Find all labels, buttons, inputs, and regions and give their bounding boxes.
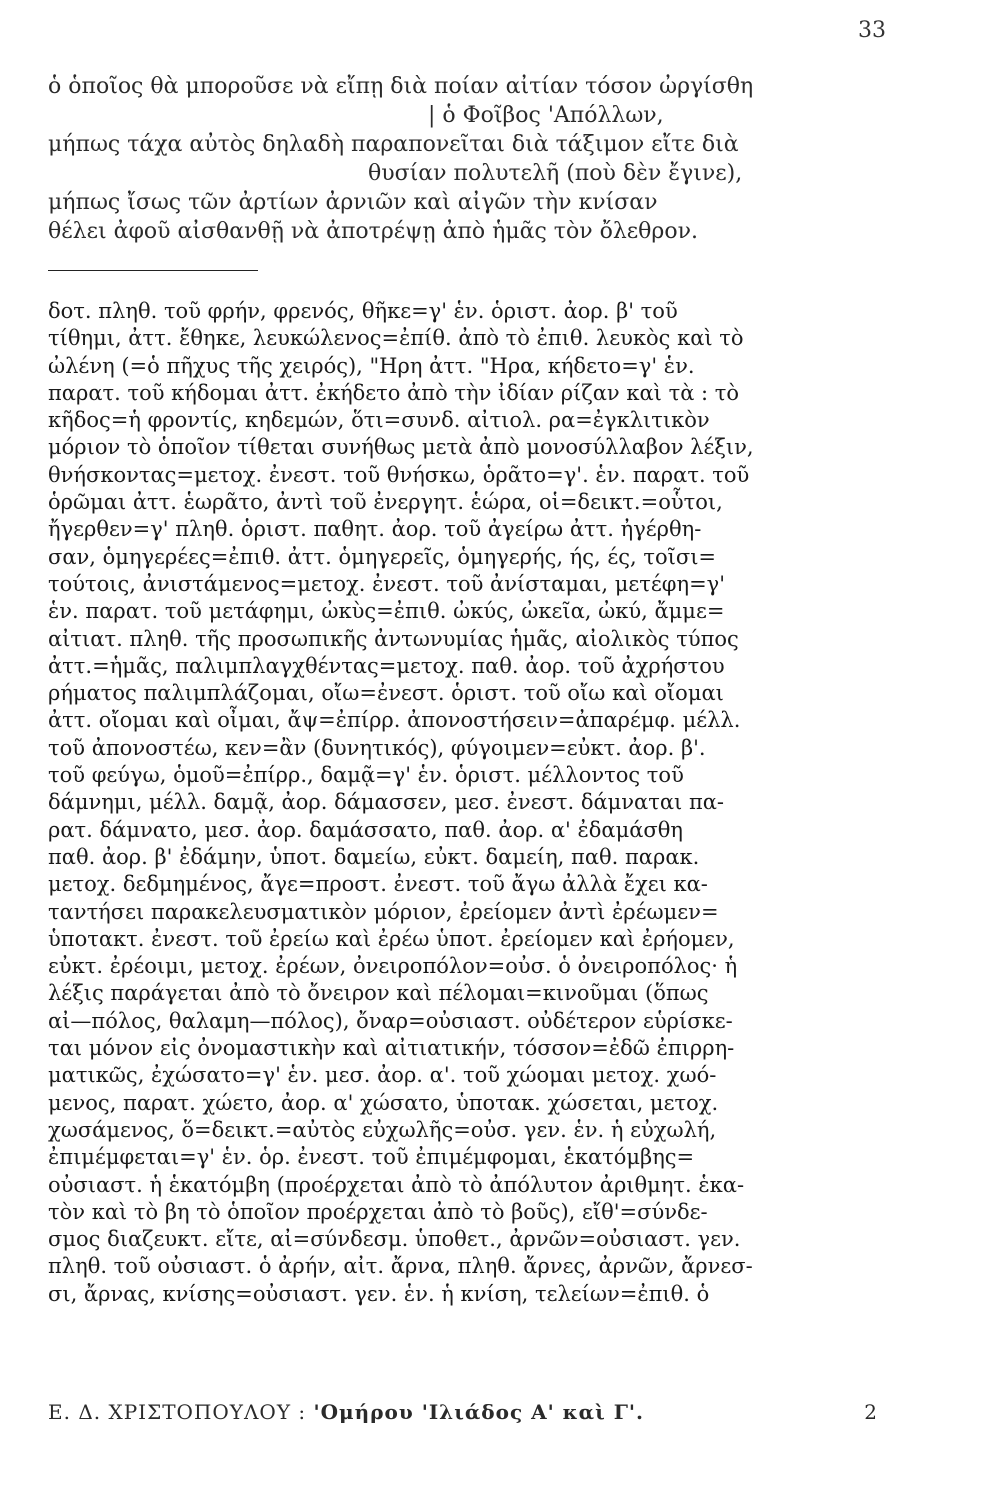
glossary-line: μόριον τὸ ὁποῖον τίθεται συνήθως μετὰ ἀπὸ μονοσύλλαβον λέξιν, xyxy=(48,435,754,460)
glossary-notes xyxy=(48,298,883,1308)
glossary-line: σμος διαζευκτ. εἴτε, αἰ=σύνδεσμ. ὑποθετ., ἀρνῶν=οὐσιαστ. γεν. xyxy=(48,1227,741,1252)
glossary-line: τὸν καὶ τὸ βη τὸ ὁποῖον προέρχεται ἀπὸ τὸ βοῦς), εἴθ'=σύνδε- xyxy=(48,1199,708,1224)
glossary-line: ἐπιμέμφεται=γ' ἑν. ὁρ. ἐνεστ. τοῦ ἐπιμέμφομαι, ἑκατόμβης= xyxy=(48,1145,695,1170)
glossary-line: ἑν. παρατ. τοῦ μετάφημι, ὠκὺς=ἐπιθ. ὠκύς, ὠκεῖα, ὠκύ, ἄμμε= xyxy=(48,599,725,624)
glossary-line: δάμνημι, μέλλ. δαμᾷ, ἀορ. δάμασσεν, μεσ. ἐνεστ. δάμναται πα- xyxy=(48,790,725,815)
verse-translation xyxy=(48,72,908,246)
glossary-line: πληθ. τοῦ οὐσιαστ. ὁ ἀρήν, αἰτ. ἄρνα, πληθ. ἄρνες, ἀρνῶν, ἄρνεσ- xyxy=(48,1254,753,1279)
footer-author: Ε. Δ. ΧΡΙΣΤΟΠΟΥΛΟΥ : xyxy=(48,1400,307,1424)
glossary-line: αἰ—πόλος, θαλαμη—πόλος), ὄναρ=οὐσιαστ. οὐδέτερον εὑρίσκε- xyxy=(48,1008,733,1033)
glossary-line: κῆδος=ἡ φροντίς, κηδεμών, ὅτι=συνδ. αἰτιολ. ρα=ἐγκλιτικὸν xyxy=(48,408,710,433)
glossary-line: ὑποτακτ. ἐνεστ. τοῦ ἐρείω καὶ ἐρέω ὑποτ. ἐρείομεν καὶ ἐρήομεν, xyxy=(48,926,735,951)
footer-book-title: 'Ομήρου 'Ιλιάδος Α' καὶ Γ'. xyxy=(313,1400,644,1424)
translation-line: | ὁ Φοῖβος 'Απόλλων, xyxy=(428,103,664,128)
page-number: 33 xyxy=(858,18,886,43)
glossary-line: χωσάμενος, ὅ=δεικτ.=αὐτὸς εὐχωλῆς=οὐσ. γεν. ἑν. ἡ εὐχωλή, xyxy=(48,1117,717,1142)
glossary-line: ρήματος παλιμπλάζομαι, οἴω=ἐνεστ. ὁριστ. τοῦ οἴω καὶ οἴομαι xyxy=(48,681,724,706)
translation-line: θυσίαν πολυτελῆ (ποὺ δὲν ἔγινε), xyxy=(368,161,743,186)
glossary-line: αἰτιατ. πληθ. τῆς προσωπικῆς ἀντωνυμίας ἡμᾶς, αἰολικὸς τύπος xyxy=(48,626,739,651)
glossary-line: τίθημι, ἀττ. ἔθηκε, λευκώλενος=ἐπίθ. ἀπὸ τὸ ἐπιθ. λευκὸς καὶ τὸ xyxy=(48,326,744,351)
glossary-line: ἤγερθεν=γ' πληθ. ὁριστ. παθητ. ἀορ. τοῦ ἀγείρω ἀττ. ἠγέρθη- xyxy=(48,517,702,542)
glossary-line: τοῦ φεύγω, ὁμοῦ=ἐπίρρ., δαμᾷ=γ' ἑν. ὁριστ. μέλλοντος τοῦ xyxy=(48,763,684,788)
glossary-line: οὐσιαστ. ἡ ἑκατόμβη (προέρχεται ἀπὸ τὸ ἀπόλυτον ἀριθμητ. ἑκα- xyxy=(48,1172,745,1197)
translation-line: θέλει ἀφοῦ αἰσθανθῇ νὰ ἀποτρέψῃ ἀπὸ ἡμᾶς τὸν ὄλεθρον. xyxy=(48,219,698,244)
glossary-line: τοῦ ἀπονοστέω, κεν=ἂν (δυνητικός), φύγοιμεν=εὐκτ. ἀορ. β'. xyxy=(48,735,706,760)
glossary-line: ἀττ. οἴομαι καὶ οἶμαι, ἄψ=ἐπίρρ. ἀπονοστήσειν=ἀπαρέμφ. μέλλ. xyxy=(48,708,741,733)
glossary-line: ματικῶς, ἐχώσατο=γ' ἑν. μεσ. ἀορ. α'. τοῦ χώομαι μετοχ. χωό- xyxy=(48,1063,717,1088)
glossary-line: παθ. ἀορ. β' ἐδάμην, ὑποτ. δαμείω, εὐκτ. δαμείη, παθ. παρακ. xyxy=(48,844,700,869)
glossary-line: σαν, ὁμηγερέες=ἐπιθ. ἀττ. ὁμηγερεῖς, ὁμηγερής, ής, ές, τοῖσι= xyxy=(48,544,717,569)
glossary-line: τούτοις, ἀνιστάμενος=μετοχ. ἐνεστ. τοῦ ἀνίσταμαι, μετέφη=γ' xyxy=(48,571,725,596)
glossary-line: εὐκτ. ἐρέοιμι, μετοχ. ἐρέων, ὀνειροπόλον=οὐσ. ὁ ὀνειροπόλος· ἡ xyxy=(48,954,738,979)
glossary-line: σι, ἄρνας, κνίσης=οὐσιαστ. γεν. ἑν. ἡ κνίση, τελείων=ἐπιθ. ὁ xyxy=(48,1281,710,1306)
glossary-line: ται μόνον εἰς ὀνομαστικὴν καὶ αἰτιατικήν, τόσσον=ἐδῶ ἐπιρρη- xyxy=(48,1036,735,1061)
glossary-line: ταντήσει παρακελευσματικὸν μόριον, ἐρείομεν ἀντὶ ἐρέωμεν= xyxy=(48,899,719,924)
glossary-line: ρατ. δάμνατο, μεσ. ἀορ. δαμάσσατο, παθ. ἀορ. α' ἐδαμάσθη xyxy=(48,817,683,842)
glossary-line: ὁρῶμαι ἀττ. ἑωρᾶτο, ἀντὶ τοῦ ἐνεργητ. ἑώρα, οἱ=δεικτ.=οὗτοι, xyxy=(48,490,723,515)
glossary-line: παρατ. τοῦ κήδομαι ἀττ. ἐκήδετο ἀπὸ τὴν ἰδίαν ρίζαν καὶ τὰ : τὸ xyxy=(48,380,740,405)
glossary-line: ἀττ.=ἡμᾶς, παλιμπλαγχθέντας=μετοχ. παθ. ἀορ. τοῦ ἀχρήστου xyxy=(48,653,725,678)
translation-line: ὁ ὁποῖος θὰ μποροῦσε νὰ εἴπῃ διὰ ποίαν αἰτίαν τόσον ὠργίσθη xyxy=(48,74,754,99)
page-footer xyxy=(48,1400,878,1424)
section-divider xyxy=(48,270,258,271)
glossary-line: μενος, παρατ. χώετο, ἀορ. α' χώσατο, ὑποτακ. χώσεται, μετοχ. xyxy=(48,1090,719,1115)
printer-signature: 2 xyxy=(864,1400,878,1424)
translation-line: μήπως ἴσως τῶν ἀρτίων ἀρνιῶν καὶ αἰγῶν τὴν κνίσαν xyxy=(48,190,658,215)
glossary-line: δοτ. πληθ. τοῦ φρήν, φρενός, θῆκε=γ' ἑν. ὁριστ. ἀορ. β' τοῦ xyxy=(48,299,678,323)
glossary-line: ὠλένη (=ὁ πῆχυς τῆς χειρός), "Ηρη ἀττ. "Ηρα, κήδετο=γ' ἑν. xyxy=(48,353,695,378)
glossary-line: μετοχ. δεδμημένος, ἄγε=προστ. ἐνεστ. τοῦ ἄγω ἀλλὰ ἔχει κα- xyxy=(48,872,708,897)
glossary-line: θνήσκοντας=μετοχ. ἐνεστ. τοῦ θνήσκω, ὁρᾶτο=γ'. ἑν. παρατ. τοῦ xyxy=(48,462,750,487)
translation-line: μήπως τάχα αὐτὸς δηλαδὴ παραπονεῖται διὰ τάξιμον εἴτε διὰ xyxy=(48,132,739,157)
glossary-line: λέξις παράγεται ἀπὸ τὸ ὄνειρον καὶ πέλομαι=κινοῦμαι (ὅπως xyxy=(48,981,709,1006)
